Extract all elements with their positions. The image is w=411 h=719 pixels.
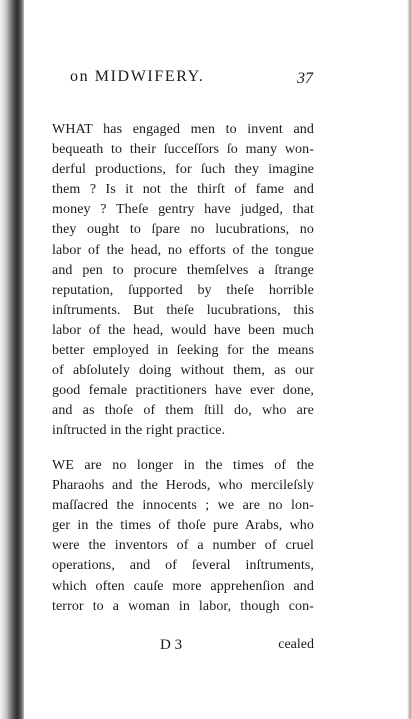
text-line: money ? Theſe gentry have judged, that xyxy=(52,202,314,218)
text-line: inſtructed in the right practice. xyxy=(52,423,226,439)
text-line: inſtruments. But theſe lucubrations, this xyxy=(52,302,314,318)
text-line: labor of the head, no efforts of the tongue xyxy=(52,242,314,258)
text-line: reputation, ſupported by theſe horrible xyxy=(52,282,314,298)
text-line: bequeath to their ſucceſſors ſo many won- xyxy=(52,142,314,158)
text-line: them ? Is it not the thirſt of fame and xyxy=(52,182,314,198)
paragraph-2 xyxy=(52,456,314,617)
text-line: Pharaohs and the Herods, who mercileſsly xyxy=(52,478,314,494)
text-line: better employed in ſeeking for the means xyxy=(52,343,314,359)
text-line: and pen to procure themſelves a ſtrange xyxy=(52,262,314,278)
text-line: labor of the head, would have been much xyxy=(52,322,314,338)
page-edge xyxy=(407,0,411,719)
text-line: and as thoſe of them ſtill do, who are xyxy=(52,403,314,419)
running-head: on MIDWIFERY. xyxy=(70,68,205,85)
text-line: were the inventors of a number of cruel xyxy=(52,538,314,554)
text-line: they ought to ſpare no lucubrations, no xyxy=(52,222,314,238)
page-header xyxy=(70,68,320,92)
signature-mark: D 3 xyxy=(160,637,183,653)
book-binding-gutter xyxy=(0,0,24,719)
page-footer xyxy=(52,637,314,659)
text-line: terror to a woman in labor, though con- xyxy=(52,598,314,614)
text-line: WE are no longer in the times of the xyxy=(52,458,314,473)
text-line: derful productions, for ſuch they imagine xyxy=(52,162,314,178)
text-line: WHAT has engaged men to invent and xyxy=(52,122,314,137)
text-line: good female practitioners have ever done, xyxy=(52,383,314,399)
text-line: ger in the times of thoſe pure Arabs, who xyxy=(52,518,314,534)
text-line: of abſolutely doing without them, as our xyxy=(52,363,314,379)
text-line: maſſacred the innocents ; we are no lon- xyxy=(52,498,314,514)
paragraph-1 xyxy=(52,120,314,442)
catchword: cealed xyxy=(278,637,314,652)
text-line: which often cauſe more apprehenſion and xyxy=(52,578,314,594)
page-number: 37 xyxy=(297,70,313,87)
text-line: operations, and of ſeveral inſtruments, xyxy=(52,558,314,574)
